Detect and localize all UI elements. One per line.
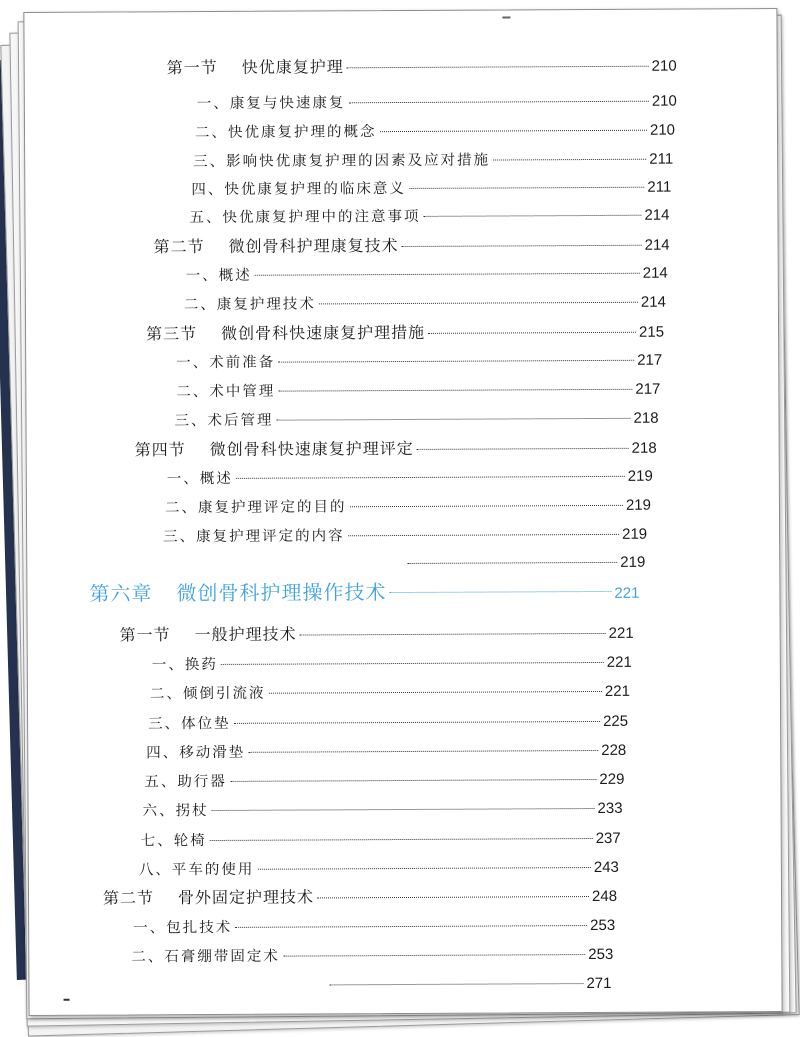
toc-entry-title: [150, 682, 266, 707]
toc-entry-number: 一、: [133, 920, 166, 936]
dot-leader: [493, 159, 646, 161]
page-number: 219: [626, 494, 651, 518]
toc-entry-number: 三、: [148, 716, 181, 732]
page-number: 225: [603, 710, 628, 734]
toc-entry-row: [152, 651, 632, 678]
toc-list: [24, 9, 776, 13]
toc-entry-row: [189, 204, 669, 231]
page-number: 219: [622, 523, 647, 547]
toc-entry-number: 二、: [195, 125, 228, 141]
page-number: 211: [649, 148, 673, 172]
toc-entry-title: [186, 264, 252, 288]
toc-entry-row: [150, 680, 630, 707]
page-number: 233: [597, 797, 622, 821]
toc-entry-row: [195, 119, 675, 146]
dot-leader: [380, 130, 647, 132]
toc-entry-row: [184, 291, 666, 318]
page-number: 217: [637, 349, 662, 373]
toc-page: [23, 8, 782, 1016]
toc-entry-text: 微创骨科护理康复技术: [229, 236, 399, 256]
toc-entry-number: 五、: [144, 774, 177, 790]
toc-entry-number: 一、: [176, 355, 209, 371]
dot-leader: [300, 633, 606, 636]
toc-entry-number: 三、: [163, 529, 196, 545]
toc-entry-row: [176, 378, 660, 405]
toc-entry-title: [197, 91, 346, 116]
toc-entry-number: 六、: [143, 803, 176, 819]
toc-entry-row: [197, 90, 677, 117]
toc-entry-text: 微创骨科快速康复护理评定: [210, 439, 414, 459]
toc-entry-text: 倾倒引流液: [183, 686, 266, 702]
toc-entry-number: 一、: [167, 471, 200, 487]
toc-entry-title: [133, 916, 232, 941]
toc-entry-text: 快优康复护理中的注意事项: [222, 209, 420, 226]
toc-entry-row: [133, 914, 615, 941]
toc-entry-row: [407, 551, 645, 576]
dot-leader: [257, 867, 590, 870]
toc-entry-text: 快优康复护理的概念: [228, 124, 377, 141]
toc-entry-title: [143, 799, 209, 823]
toc-entry-title: [148, 712, 231, 736]
page-number: 214: [645, 234, 670, 258]
toc-entry-title: [165, 495, 347, 520]
dot-leader: [221, 662, 604, 665]
page-number: 218: [633, 407, 658, 431]
toc-entry-text: 微创骨科护理操作技术: [176, 580, 386, 605]
toc-entry-text: 助行器: [177, 774, 227, 790]
page-number: 243: [594, 856, 619, 880]
dot-leader: [278, 360, 634, 363]
toc-entry-title: [144, 770, 227, 794]
toc-entry-row: [141, 827, 621, 854]
toc-entry-row: [329, 972, 611, 997]
toc-entry-row: [191, 176, 671, 203]
dot-leader: [389, 591, 611, 593]
dot-leader: [210, 838, 593, 841]
toc-entry-title: [154, 234, 399, 259]
toc-entry-text: 概述: [219, 268, 252, 284]
toc-entry-number: 七、: [141, 833, 174, 849]
toc-entry-title: [191, 177, 406, 202]
toc-entry-text: 康复护理评定的目的: [198, 499, 347, 516]
page-number: 221: [614, 579, 639, 609]
toc-entry-number: 一、: [152, 657, 185, 673]
toc-chapter-row: [89, 576, 639, 609]
toc-entry-number: 五、: [189, 210, 222, 226]
toc-section-row: [146, 320, 664, 347]
toc-entry-title: [184, 292, 316, 317]
dot-leader: [234, 721, 600, 724]
toc-entry-title: [139, 858, 255, 883]
toc-entry-row: [176, 349, 662, 376]
page-number: 221: [609, 622, 634, 646]
page-number: 210: [652, 90, 677, 114]
toc-entry-row: [186, 262, 668, 289]
toc-entry-text: 术后管理: [207, 413, 273, 429]
toc-entry-title: [176, 380, 275, 405]
toc-entry-text: 体位垫: [181, 716, 231, 732]
dot-leader: [428, 332, 636, 334]
toc-entry-title: [146, 321, 425, 346]
toc-entry-title: [189, 205, 420, 230]
page-number: 211: [647, 176, 671, 200]
toc-section-row: [135, 436, 657, 463]
dot-leader: [212, 808, 595, 811]
toc-entry-number: 第三节: [146, 324, 197, 343]
page-number: 221: [605, 680, 630, 704]
dot-leader: [235, 925, 587, 928]
toc-entry-text: 概述: [200, 471, 233, 487]
dot-leader: [277, 418, 631, 421]
toc-entry-text: 一般护理技术: [195, 625, 297, 645]
toc-entry-text: 康复护理技术: [217, 296, 316, 313]
toc-entry-number: 四、: [146, 745, 179, 761]
toc-entry-number: 二、: [176, 384, 209, 400]
page-number: 214: [643, 262, 668, 286]
dot-leader: [402, 245, 642, 247]
toc-entry-number: 第一节: [120, 625, 171, 644]
dot-leader: [319, 302, 638, 305]
toc-entry-text: 平车的使用: [172, 862, 255, 878]
toc-entry-title: [89, 577, 386, 609]
toc-entry-title: [103, 885, 314, 910]
toc-entry-row: [139, 856, 619, 883]
toc-entry-row: [146, 739, 626, 766]
toc-entry-row: [167, 465, 653, 492]
dot-leader: [278, 389, 632, 392]
toc-entry-number: 三、: [193, 154, 226, 170]
toc-section-row: [167, 54, 677, 81]
toc-entry-text: 康复护理评定的内容: [196, 528, 345, 545]
toc-entry-title: [152, 653, 218, 677]
toc-entry-title: [141, 829, 207, 853]
toc-entry-text: 换药: [185, 657, 218, 673]
toc-entry-title: [135, 437, 414, 462]
toc-entry-number: 八、: [139, 862, 172, 878]
toc-entry-number: 三、: [174, 413, 207, 429]
dot-leader: [423, 215, 641, 217]
toc-entry-number: 第四节: [135, 440, 186, 459]
toc-entry-text: 快优康复护理的临床意义: [224, 181, 406, 198]
toc-entry-number: 二、: [150, 686, 183, 702]
toc-entry-row: [193, 148, 673, 175]
toc-entry-number: 一、: [186, 268, 219, 284]
toc-entry-title: [120, 623, 297, 648]
toc-entry-row: [163, 523, 647, 550]
toc-entry-number: 一、: [197, 96, 230, 112]
page-number: 215: [639, 321, 664, 345]
toc-entry-row: [144, 768, 624, 795]
toc-entry-title: [195, 120, 377, 145]
dot-leader: [230, 779, 596, 782]
toc-section-row: [154, 233, 670, 260]
dot-leader: [255, 273, 640, 276]
dot-leader: [236, 476, 625, 479]
toc-entry-number: 四、: [191, 182, 224, 198]
dot-leader: [407, 562, 617, 564]
dot-leader: [329, 983, 583, 985]
toc-entry-text: 康复与快速康复: [230, 95, 346, 112]
toc-entry-text: 移动滑垫: [179, 745, 245, 761]
dot-leader: [317, 896, 589, 898]
page-number: 217: [635, 378, 660, 402]
toc-entry-text: 微创骨科快速康复护理措施: [221, 323, 425, 343]
toc-entry-row: [143, 797, 623, 824]
page-number: 229: [599, 768, 624, 792]
toc-section-row: [120, 621, 634, 648]
toc-entry-row: [148, 710, 628, 737]
toc-entry-number: 二、: [165, 500, 198, 516]
page-number: 210: [652, 55, 677, 79]
toc-section-row: [103, 884, 617, 911]
dot-leader: [347, 66, 649, 69]
page-number: 214: [644, 204, 669, 228]
dot-leader: [409, 187, 645, 189]
toc-entry-number: 第一节: [167, 58, 218, 77]
toc-entry-text: 轮椅: [174, 833, 207, 849]
toc-entry-text: 拐杖: [176, 803, 209, 819]
toc-entry-number: 第二节: [103, 888, 154, 907]
toc-entry-row: [131, 943, 613, 970]
toc-entry-title: [174, 409, 273, 434]
toc-entry-title: [146, 741, 245, 766]
toc-entry-row: [174, 407, 658, 434]
page-number: 248: [592, 885, 617, 909]
page-number: 221: [607, 651, 632, 675]
dot-leader: [348, 101, 648, 104]
toc-entry-row: [165, 494, 651, 521]
dot-leader: [283, 954, 585, 957]
page-number: 214: [641, 291, 666, 315]
toc-entry-number: 二、: [184, 297, 217, 313]
dot-leader: [349, 505, 622, 507]
toc-entry-number: 第二节: [154, 237, 205, 256]
page-number: 218: [632, 437, 657, 461]
toc-entry-title: [176, 351, 275, 376]
page-number: 210: [650, 119, 675, 143]
toc-entry-title: [193, 149, 490, 175]
toc-entry-text: 术前准备: [209, 355, 275, 371]
toc-entry-text: 快优康复护理: [242, 57, 344, 77]
toc-entry-title: [163, 524, 345, 549]
page-number: 237: [596, 827, 621, 851]
toc-entry-title: [131, 945, 280, 970]
dot-leader: [417, 448, 629, 450]
toc-entry-text: 术中管理: [209, 384, 275, 400]
page-number: 219: [628, 465, 653, 489]
page-number: 228: [601, 739, 626, 763]
dot-leader: [268, 691, 601, 694]
page-number: 271: [586, 972, 611, 996]
page-number: 219: [620, 551, 645, 575]
toc-entry-title: [167, 55, 344, 80]
toc-entry-text: 影响快优康复护理的因素及应对措施: [226, 153, 490, 170]
toc-entry-number: 第六章: [89, 581, 152, 605]
toc-entry-number: 二、: [131, 949, 164, 965]
dot-leader: [248, 750, 598, 753]
dot-leader: [348, 534, 619, 536]
toc-entry-text: 骨外固定护理技术: [178, 887, 314, 907]
page-number: 253: [590, 914, 615, 938]
page-number: 253: [588, 943, 613, 967]
toc-entry-title: [167, 467, 233, 491]
page-mark: [64, 999, 70, 1001]
page-mark: [502, 16, 510, 18]
toc-entry-text: 石膏绷带固定术: [164, 949, 280, 966]
toc-entry-text: 包扎技术: [166, 920, 232, 936]
